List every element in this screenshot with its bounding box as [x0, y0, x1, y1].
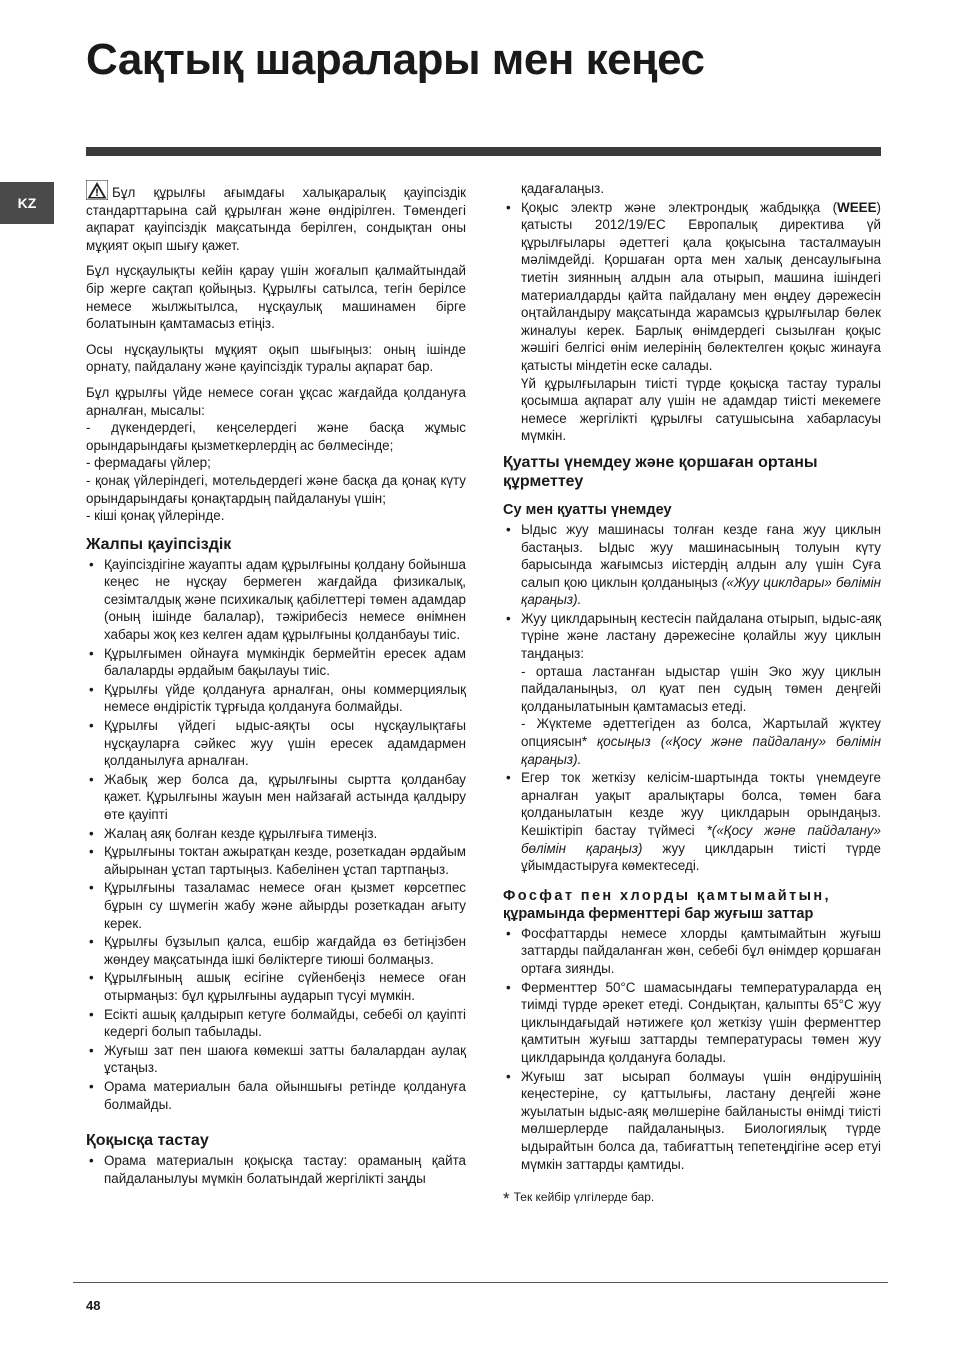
footnote	[503, 1189, 881, 1208]
phosphate-heading: Фосфат пен хлорды қамтымайтын, құрамында ферменттері бар жуғыш заттар	[503, 887, 831, 922]
list-item: • Орама материалын бала ойыншығы ретінде қолдануға болмайды.	[86, 1078, 466, 1113]
disposal-heading: Қоқысқа тастау	[86, 1132, 209, 1150]
list-item: • Құрылғыны тазаламас немесе оған қызмет көрсетпес бұрын су шүмегін жабу және айырды розеткадан ағыту керек.	[86, 879, 466, 932]
list-item: • Құрылғының ашық есігіне сүйенбеңіз немесе оған отырмаңыз: бұл құрылғыны аударып түсуі мүмкін.	[86, 969, 466, 1004]
list-item-continued: қадағалаңыз.	[521, 181, 605, 196]
usage-item: - дүкендердегі, кеңселердегі және басқа жұмыс орындарындағы қызметкерлердің ас бөлмесінде;	[86, 420, 466, 453]
list-item: • Орама материалын қоқысқа тастау: ораманың қайта пайдаланылуы мүмкін болатындай жергілікті заңды	[86, 1152, 466, 1187]
list-item: • Жуғыш зат ысырап болмауы үшін өндірушінің кеңестеріне, су қаттылығы, ластану деңгейі және жуылатын ыдыс-аяқ мөлшеріне байланысты өнімді тиісті мөлшерлерде пайдаланыңыз. Биологиялық түрде ыдырайтын болса да, табиғаттың тепетеңдігіне әсер етуі мүмкін заттарды қамтиды.	[503, 1068, 881, 1174]
usage-paragraph: Бұл құрылғы үйде немесе соған ұқсас жағдайда қолдануға арналған, мысалы: - дүкендердегі, кеңселердегі және басқа жұмыс орындарындағы қызметкерлердің ас бөлмесінде; - фермадағы үйлер; - қонақ үйлеріндегі, мотельдердегі және басқа да қонақ күту орындарындағы қонақтардың пайдалануы үшін; - кіші қонақ үйлерінде.	[86, 384, 466, 524]
list-item: • Жабық жер болса да, құрылғыны сыртта қолданбау қажет. Құрылғыны жауын мен найзағай астында қалдыру өте қауіпті	[86, 771, 466, 824]
list-item: • Есікті ашық қалдырып кетуге болмайды, себебі ол қауіпті кедергі болып табылады.	[86, 1006, 466, 1041]
footnote-star: *	[503, 1189, 510, 1209]
list-item: • Құрылғымен ойнауға мүмкіндік бермейтін ересек адам балаларды әрдайым бақылауы тиіс.	[86, 645, 466, 680]
intro-paragraph-1: Бұл құрылғы ағымдағы халықаралық қауіпсіздік стандарттарына сай құрылған және өндірілген. Төмендегі ақпарат қауіпсіздік мақсатында берілген, сондықтан оны мұқият оқып шығу қажет.	[86, 180, 466, 254]
footer-rule	[73, 1282, 888, 1283]
water-energy-list	[503, 521, 881, 875]
left-column	[86, 180, 466, 1189]
right-column	[503, 180, 881, 1208]
page-number: 48	[86, 1298, 101, 1313]
usage-item: - фермадағы үйлер;	[86, 455, 211, 471]
language-tab: KZ	[0, 182, 54, 224]
general-safety-heading: Жалпы қауіпсіздік	[86, 535, 232, 553]
page-title: Сақтық шаралары мен кеңес	[86, 35, 705, 84]
list-item: • Құрылғы үйдегі ыдыс-аяқты осы нұсқаулықтағы нұсқауларға сәйкес жуу үшін ересек адамдармен қолданылуға арналған.	[86, 717, 466, 770]
usage-item: - қонақ үйлеріндегі, мотельдердегі және басқа да қонақ күту орындарындағы қонақтардың пайдалануы үшін;	[86, 472, 466, 506]
title-rule	[86, 147, 881, 156]
list-item: • Құрылғыны токтан ажыратқан кезде, розеткадан әрдайым айырынан ұстап тартыңыз. Кабелінен ұстап тартпаңыз.	[86, 843, 466, 878]
weee-item: • Қоқыс электр және электрондық жабдыққа (WEEE) қатысты 2012/19/EC Европалық директива үй құрылғылары әдеттегі қала қоқысына тасталмауын мәлімдейді. Қоршаған орта мен халық денсаулығына тиетін зиянның алдын ала отырып, машина ішіндегі материалдарды қайта пайдалану мен өңдеу дәрежесін оңтайландыру мақсатында жарамсыз құрылғылар бөлек жиналуы керек. Барлық өнімдердегі сызылған қоқыс жәшігі белгісі өнім иелерінің бөлектелген қоқыс жинауға қатысты міндетін еске салады. Үй құрылғыларын тиісті түрде қоқысқа тастау туралы қосымша ақпарат алу үшін не адамдар тиісті мекемеге немесе жергілікті құрылғы сатушысына хабарласуы мүмкін.	[503, 199, 881, 445]
energy-heading: Қуатты үнемдеу және қоршаған ортаны құрметтеу	[503, 453, 818, 490]
disposal-list-continued	[503, 180, 881, 445]
water-energy-heading: Су мен қуатты үнемдеу	[503, 501, 672, 518]
list-item: • Жуғыш зат пен шаюға көмекші затты балалардан аулақ ұстаңыз.	[86, 1042, 466, 1077]
list-item: • Құрылғы үйде қолдануға арналған, оны коммерциялық немесе өндірістік тұрғыда қолдануға болмайды.	[86, 681, 466, 716]
list-item: • Фосфаттарды немесе хлорды қамтымайтын жуғыш заттарды пайдаланған жөн, себебі бұл өнімдер қоршаған ортаға зиянды.	[503, 925, 881, 978]
phosphate-list	[503, 925, 881, 1173]
list-item: • Қауіпсіздігіне жауапты адам құрылғыны қолдану бойынша кеңес не нұсқау бермеген жағдайда физикалық, сезімталдық және психикалық қабілеттері төмен адамдар (оның ішінде балалар), тәжірибесіз немесе өнімнен хабары жоқ кез келген адам құрылғыны қолданбауы тиіс.	[86, 556, 466, 644]
list-item: • Жалаң аяқ болған кезде құрылғыға тимеңіз.	[86, 825, 466, 843]
list-item: • Ферменттер 50°C шамасындағы температураларда ең тиімді түрде әрекет етеді. Сондықтан, қалыпты 65°C жуу циклындағыдай нәтижеге қол жеткізу үшін ферменттер қамтитын жуғыш заттарды температурасы төмен жуу циклдарында қолдануға болады.	[503, 979, 881, 1067]
intro-paragraph-2: Бұл нұсқаулықты кейін қарау үшін жоғалып қалмайтындай бір жерге сақтап қойыңыз. Құрылғы сатылса, тегін берілсе немесе жылжытылса, нұсқаулық машинамен бірге болатынын қамтамасыз етіңіз.	[86, 263, 466, 332]
usage-item: - кіші қонақ үйлерінде.	[86, 508, 225, 524]
warning-icon	[86, 180, 108, 200]
list-item: • Құрылғы бұзылып қалса, ешбір жағдайда өз бетіңізбен жөндеу мақсатында ішкі бөліктерге тиюші болмаңыз.	[86, 933, 466, 968]
intro-paragraph-3: Осы нұсқаулықты мұқият оқып шығыңыз: оның ішінде орнату, пайдалану және қауіпсіздік туралы ақпарат бар.	[86, 341, 466, 375]
weee-extra: Үй құрылғыларын тиісті түрде қоқысқа тастау туралы қосымша ақпарат алу үшін не адамдар тиісті мекемеге немесе жергілікті құрылғы сатушысына хабарласуы мүмкін.	[521, 375, 881, 444]
disposal-list	[86, 1152, 466, 1187]
footnote-text: Тек кейбір үлгілерде бар.	[513, 1190, 655, 1205]
list-item: • Жуу циклдарының кестесін пайдалана отырып, ыдыс-аяқ түріне және ластану дәрежесіне қолайлы жуу циклын таңдаңыз: - орташа ластанған ыдыстар үшін Эко жуу циклын пайдаланыңыз, ол қуат пен судың төмен деңгейі қолданылатынын қамтамасыз етеді. - Жүктеме әдеттегіден аз болса, Жартылай жүктеу опциясын* қосыңыз («Қосу және пайдалану» бөлімін қараңыз).	[503, 610, 881, 768]
list-item: • Егер ток жеткізу келісім-шартында токты үнемдеуге арналған уақыт аралықтары болса, төмен баға қолданылатын кезде жуу циклдарын орындаңыз. Кешіктіріп бастау түймесі *(«Қосу және пайдалану» бөлімін қараңыз) жуу циклдарын тиісті түрде ұйымдастыруға көмектеседі.	[503, 769, 881, 875]
list-item: • Ыдыс жуу машинасы толған кезде ғана жуу циклын бастаңыз. Ыдыс жуу машинасының толуын күту барысында жағымсыз иістердің алдын алу үшін Суға салып қою циклын қолданыңыз («Жуу циклдары» бөлімін қараңыз).	[503, 521, 881, 609]
general-safety-list	[86, 556, 466, 1113]
